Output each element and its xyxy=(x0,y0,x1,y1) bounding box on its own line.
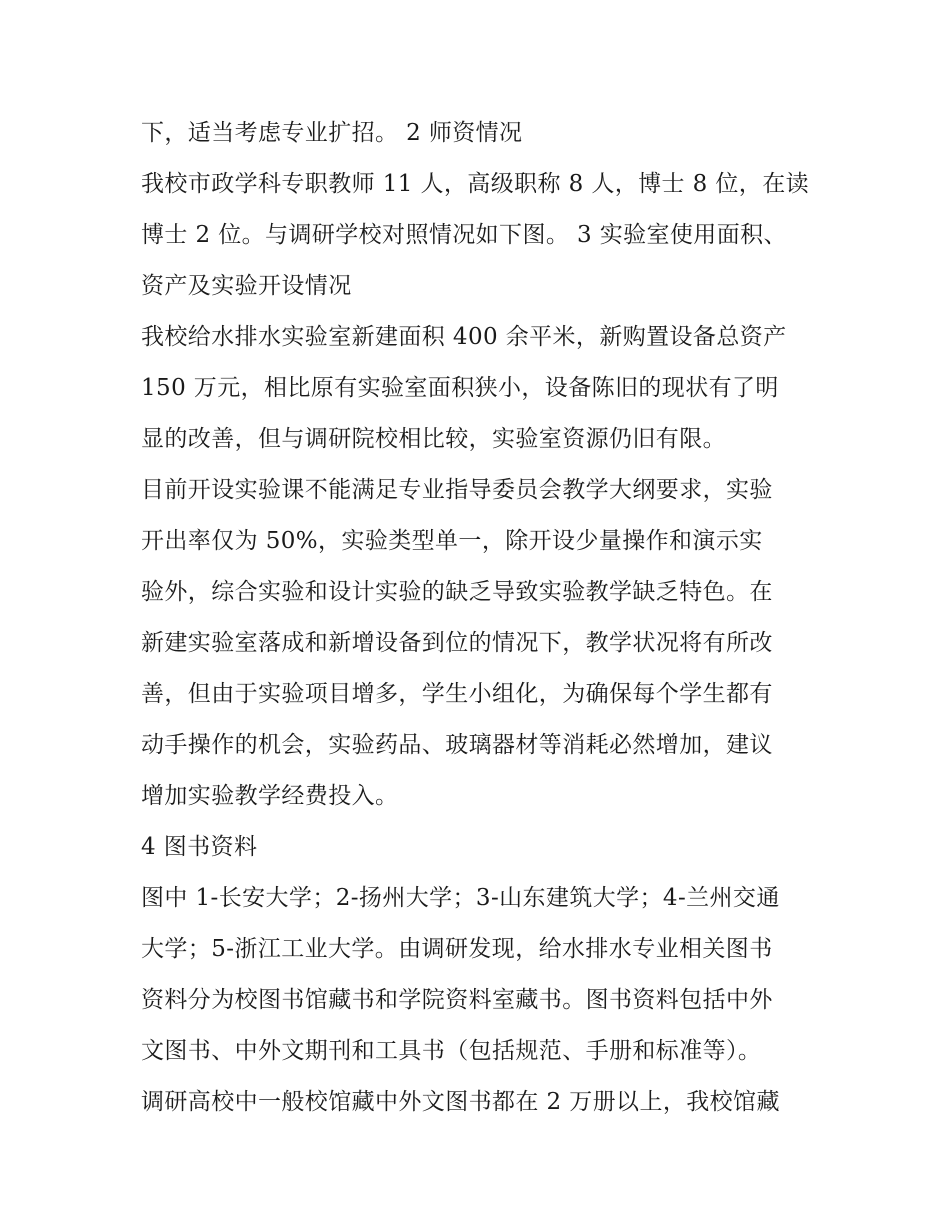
text-line: 150 万元，相比原有实验室面积狭小，设备陈旧的现状有了明 xyxy=(141,375,779,401)
text-line: 资产及实验开设情况 xyxy=(141,273,352,299)
text-line: 大学；5-浙江工业大学。由调研发现，给水排水专业相关图书 xyxy=(141,936,773,962)
text-line: 善，但由于实验项目增多，学生小组化，为确保每个学生都有 xyxy=(141,681,773,707)
text-line: 我校市政学科专职教师 11 人，高级职称 8 人，博士 8 位，在读 xyxy=(141,171,809,197)
text-line: 图中 1-长安大学；2-扬州大学；3-山东建筑大学；4-兰州交通 xyxy=(141,885,780,911)
text-line: 新建实验室落成和新增设备到位的情况下，教学状况将有所改 xyxy=(141,630,773,656)
text-line: 文图书、中外文期刊和工具书（包括规范、手册和标准等）。 xyxy=(141,1038,762,1064)
text-line: 验外，综合实验和设计实验的缺乏导致实验教学缺乏特色。在 xyxy=(141,579,773,605)
text-line: 资料分为校图书馆藏书和学院资料室藏书。图书资料包括中外 xyxy=(141,987,773,1013)
section-heading: 4 图书资料 xyxy=(141,834,258,860)
text-line: 调研高校中一般校馆藏中外文图书都在 2 万册以上，我校馆藏 xyxy=(141,1089,780,1115)
text-line: 博士 2 位。与调研学校对照情况如下图。 3 实验室使用面积、 xyxy=(141,222,787,248)
document-body xyxy=(141,108,821,1128)
text-line: 目前开设实验课不能满足专业指导委员会教学大纲要求，实验 xyxy=(141,477,773,503)
text-line: 下，适当考虑专业扩招。 2 师资情况 xyxy=(141,120,523,146)
text-line: 动手操作的机会，实验药品、玻璃器材等消耗必然增加，建议 xyxy=(141,732,773,758)
text-line: 开出率仅为 50%，实验类型单一，除开设少量操作和演示实 xyxy=(141,528,763,554)
text-line: 显的改善，但与调研院校相比较，实验室资源仍旧有限。 xyxy=(141,426,726,452)
text-line: 增加实验教学经费投入。 xyxy=(141,783,399,809)
text-line: 我校给水排水实验室新建面积 400 余平米，新购置设备总资产 xyxy=(141,324,787,350)
